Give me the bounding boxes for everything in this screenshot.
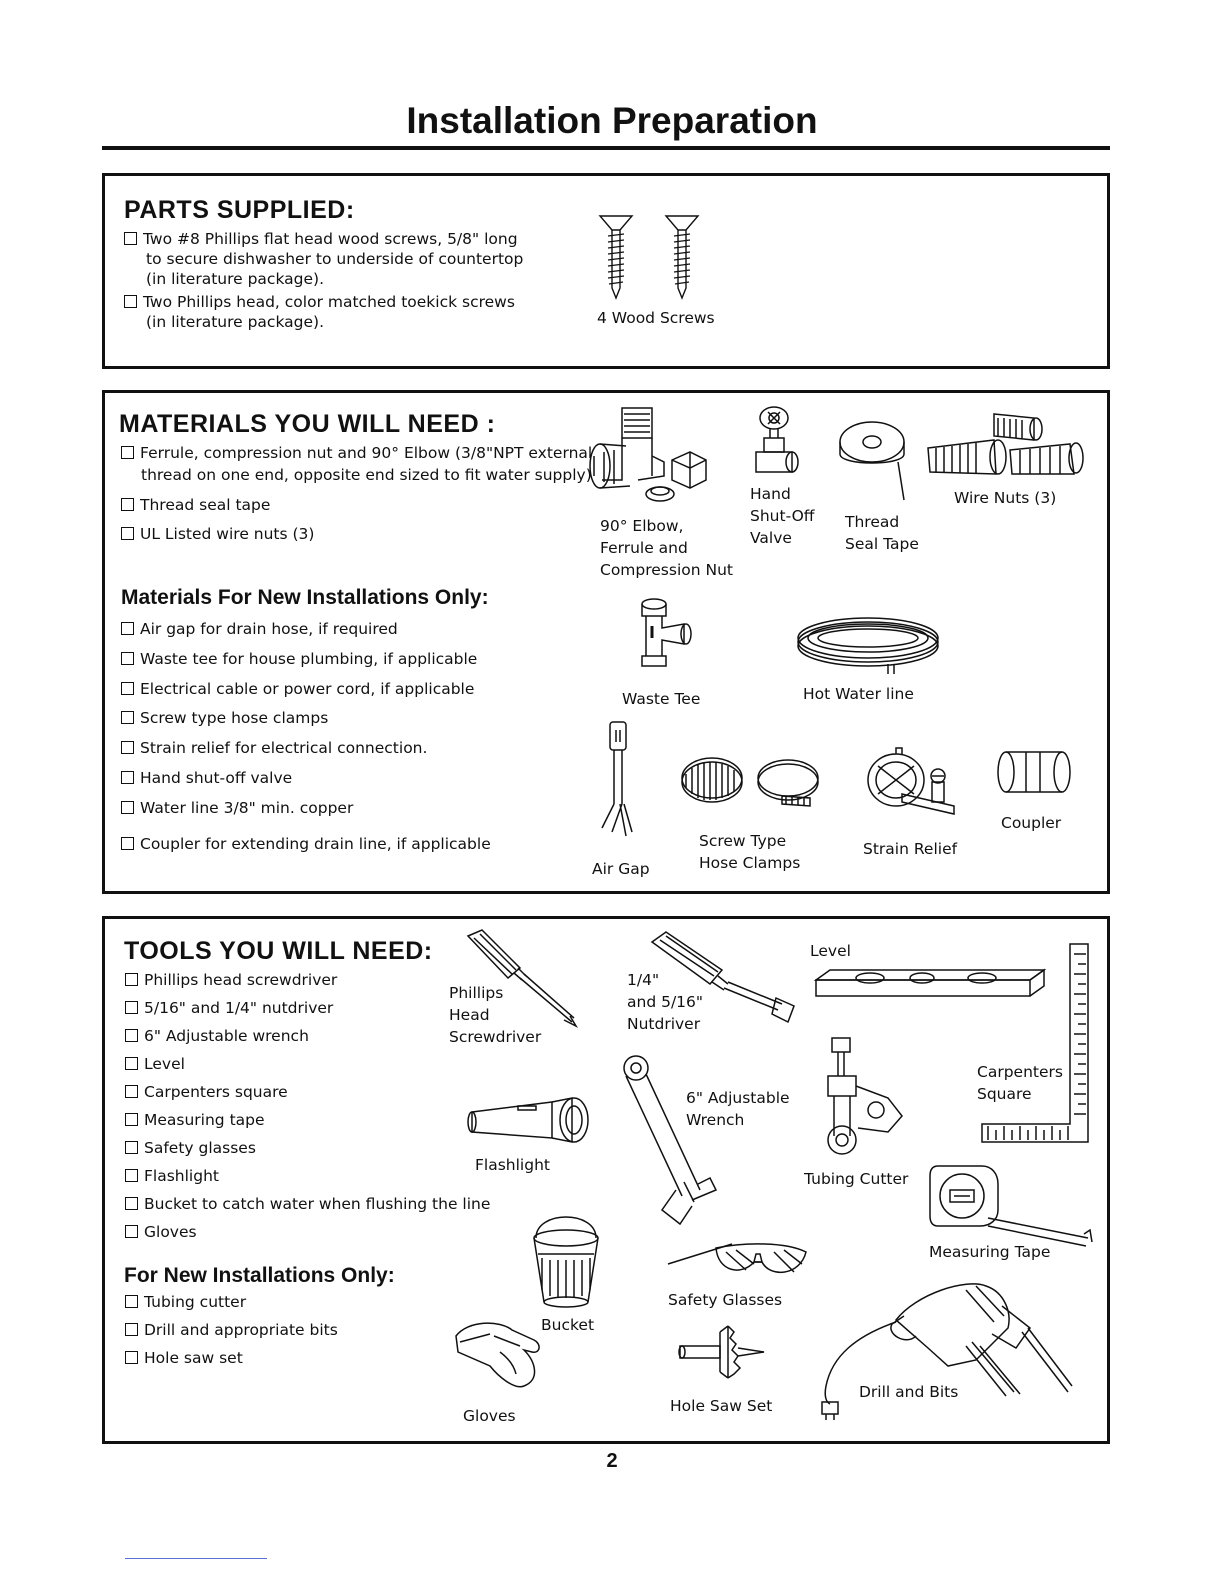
tools-heading: TOOLS YOU WILL NEED: bbox=[124, 937, 433, 965]
wastetee-caption: Waste Tee bbox=[622, 690, 701, 708]
materials-new-item-8: Coupler for extending drain line, if applicable bbox=[121, 834, 491, 854]
materials-new-item-2: Waste tee for house plumbing, if applicable bbox=[121, 649, 477, 669]
tools-item-5: Carpenters square bbox=[125, 1082, 288, 1102]
page-title: Installation Preparation bbox=[406, 100, 818, 141]
safetyglasses-caption: Safety Glasses bbox=[668, 1291, 783, 1309]
tools-item-4: Level bbox=[125, 1054, 185, 1074]
materials-item-3: UL Listed wire nuts (3) bbox=[121, 524, 314, 544]
checkbox bbox=[124, 232, 137, 245]
gloves-caption: Gloves bbox=[463, 1407, 516, 1425]
wrench-caption: 6" Adjustable Wrench bbox=[686, 1089, 790, 1129]
tools-item-1: Phillips head screwdriver bbox=[125, 970, 337, 990]
clamps-caption: Screw Type Hose Clamps bbox=[699, 832, 801, 872]
tools-item-2: 5/16" and 1/4" nutdriver bbox=[125, 998, 333, 1018]
square-caption: Carpenters Square bbox=[977, 1063, 1063, 1103]
coupler-caption: Coupler bbox=[1001, 814, 1062, 832]
materials-new-item-4: Screw type hose clamps bbox=[121, 708, 328, 728]
seal-tape-icon bbox=[834, 418, 914, 504]
drill-caption: Drill and Bits bbox=[859, 1383, 959, 1401]
measuring-tape-icon bbox=[928, 1158, 1094, 1248]
checkbox bbox=[121, 527, 134, 540]
flashlight-caption: Flashlight bbox=[475, 1156, 550, 1174]
waste-tee-icon bbox=[628, 596, 694, 672]
tape-caption: Thread Seal Tape bbox=[845, 513, 919, 553]
hot-water-line-icon bbox=[796, 614, 942, 676]
checkbox bbox=[121, 498, 134, 511]
tools-new-item-1: Tubing cutter bbox=[125, 1292, 246, 1312]
hole-saw-icon bbox=[676, 1322, 768, 1382]
nutdriver-caption: 1/4" and 5/16" Nutdriver bbox=[627, 971, 704, 1033]
flashlight-icon bbox=[466, 1094, 594, 1146]
tubing-cutter-icon bbox=[818, 1036, 910, 1158]
materials-new-item-1: Air gap for drain hose, if required bbox=[121, 619, 398, 639]
materials-new-item-7: Water line 3/8" min. copper bbox=[121, 798, 353, 818]
wirenuts-caption: Wire Nuts (3) bbox=[954, 489, 1057, 507]
valve-caption: Hand Shut-Off Valve bbox=[750, 485, 815, 547]
materials-new-heading: Materials For New Installations Only: bbox=[121, 586, 489, 609]
hand-valve-icon bbox=[748, 404, 802, 480]
bucket-caption: Bucket bbox=[541, 1316, 595, 1334]
wire-nuts-icon bbox=[924, 410, 1094, 486]
screwdriver-caption: Phillips Head Screwdriver bbox=[449, 984, 542, 1046]
materials-item-1: Ferrule, compression nut and 90° Elbow (3/8"NPT external thread on one end, opposite end sized to fit water supply) bbox=[121, 442, 592, 486]
title-rule bbox=[102, 146, 1110, 150]
adjustable-wrench-icon bbox=[622, 1050, 722, 1226]
screws-caption: 4 Wood Screws bbox=[597, 309, 715, 327]
safety-glasses-icon bbox=[666, 1234, 812, 1284]
checkbox bbox=[121, 446, 134, 459]
holesaw-caption: Hole Saw Set bbox=[670, 1397, 773, 1415]
strain-caption: Strain Relief bbox=[863, 840, 958, 858]
footer-line bbox=[125, 1558, 267, 1559]
airgap-caption: Air Gap bbox=[592, 860, 650, 878]
materials-new-item-6: Hand shut-off valve bbox=[121, 768, 292, 788]
hotwater-caption: Hot Water line bbox=[803, 685, 914, 703]
tools-item-7: Safety glasses bbox=[125, 1138, 256, 1158]
parts-heading: PARTS SUPPLIED: bbox=[124, 196, 355, 224]
materials-item-2: Thread seal tape bbox=[121, 495, 270, 515]
materials-new-item-3: Electrical cable or power cord, if applicable bbox=[121, 679, 474, 699]
page-number: 2 bbox=[606, 1450, 618, 1472]
tools-new-item-3: Hole saw set bbox=[125, 1348, 243, 1368]
tools-item-6: Measuring tape bbox=[125, 1110, 265, 1130]
measuringtape-caption: Measuring Tape bbox=[929, 1243, 1051, 1261]
wood-screws-icon bbox=[594, 214, 714, 300]
tools-item-10: Gloves bbox=[125, 1222, 197, 1242]
materials-heading: MATERIALS YOU WILL NEED : bbox=[119, 410, 496, 438]
tools-new-item-2: Drill and appropriate bits bbox=[125, 1320, 338, 1340]
air-gap-icon bbox=[598, 720, 642, 842]
tools-item-8: Flashlight bbox=[125, 1166, 219, 1186]
level-caption: Level bbox=[810, 942, 851, 960]
elbow-caption: 90° Elbow, Ferrule and Compression Nut bbox=[600, 517, 733, 579]
hose-clamps-icon bbox=[678, 752, 832, 812]
gloves-icon bbox=[454, 1316, 546, 1392]
carpenters-square-icon bbox=[978, 942, 1094, 1148]
checkbox bbox=[124, 295, 137, 308]
strain-relief-icon bbox=[862, 746, 966, 818]
bucket-icon bbox=[528, 1210, 604, 1310]
parts-item-2: Two Phillips head, color matched toekick screws (in literature package). bbox=[124, 292, 515, 332]
tools-item-3: 6" Adjustable wrench bbox=[125, 1026, 309, 1046]
elbow-fitting-icon bbox=[586, 406, 722, 504]
coupler-icon bbox=[996, 748, 1074, 796]
materials-new-item-5: Strain relief for electrical connection. bbox=[121, 738, 427, 758]
parts-item-1: Two #8 Phillips flat head wood screws, 5/8" long to secure dishwasher to underside of countertop (in literature package). bbox=[124, 229, 523, 289]
tubingcutter-caption: Tubing Cutter bbox=[804, 1170, 909, 1188]
tools-new-heading: For New Installations Only: bbox=[124, 1264, 395, 1287]
tools-item-9: Bucket to catch water when flushing the line bbox=[125, 1194, 490, 1214]
